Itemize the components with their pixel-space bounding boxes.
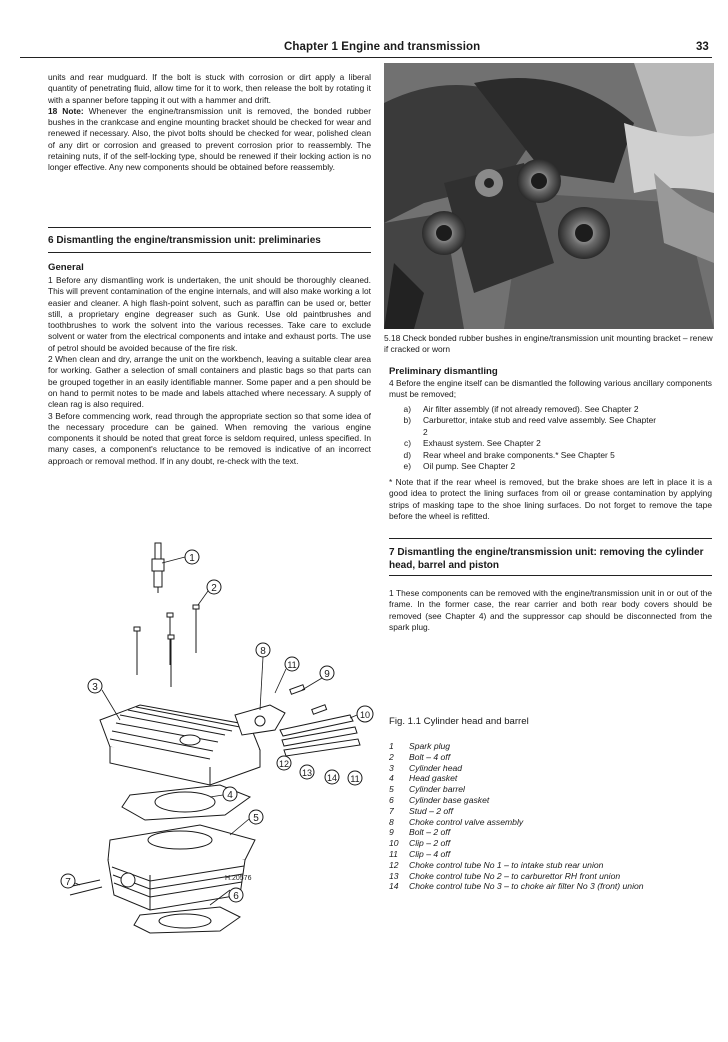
section-6-heading: 6 Dismantling the engine/transmission unit: preliminaries [48, 235, 321, 246]
continued-paragraph [48, 72, 371, 174]
list-item: 1 Spark plug [389, 741, 451, 751]
callout-11b: 11 [350, 774, 360, 784]
paragraph-3: 3 Before commencing work, read through the appropriate section so that some idea of the necessary procedure can be gained. When removing the various engine components it should be noted that great force is seldom required, unless specified. In many cases, a component's reluctance to be removed is indicative of an incorrect approach or removal method. If in any doubt, re-check with the text. [48, 410, 371, 466]
choke-tube-parts [280, 715, 360, 756]
header-rule [20, 57, 712, 58]
section-7-paragraph-1: 1 These components can be removed with the engine/transmission unit in or out of the frame. In the former case, the rear carrier and both rear body covers should be removed (see Chapter 4) and the suppressor cap should be disconnected from the spark plug. [389, 588, 712, 632]
list-item: c) Exhaust system. See Chapter 2 [404, 438, 541, 449]
preliminary-paragraph-4: 4 Before the engine itself can be dismantled the following various ancillary components must be removed; [389, 378, 712, 400]
list-item: d) Rear wheel and brake components.* See Chapter 5 [403, 449, 615, 460]
figure-title: Fig. 1.1 Cylinder head and barrel [389, 716, 529, 727]
section-rule-top [48, 227, 371, 228]
list-item: 7 Stud – 2 off [389, 805, 453, 816]
page-number: 33 [696, 41, 709, 53]
ancillary-component-list [389, 404, 712, 472]
photo-illustration [384, 63, 714, 329]
callout-3: 3 [92, 682, 98, 693]
list-item: 12 Choke control tube No 1 – to intake stub rear union [389, 859, 604, 870]
paragraph-2: 2 When clean and dry, arrange the unit on the workbench, leaving a suitable clear area for working. Gather a selection of small containers and plastic bags so that parts can be grouped together in an easily identifiable manner. Some paper and a pen should be on hand to permit notes to be made and labels attached where necessary. A supply of clean rag is also required. [48, 354, 371, 410]
list-item: 8 Choke control valve assembly [389, 816, 524, 827]
section-7-heading: 7 Dismantling the engine/transmission unit: removing the cylinder head, barrel and piston [389, 547, 704, 571]
paragraph-text: units and rear mudguard. If the bolt is stuck with corrosion or dirt apply a liberal quantity of penetrating fluid, allow time for it to work, then release the bolt by rotating it with a spanner before tapping it out with a hammer and drift. [48, 72, 371, 105]
callout-7: 7 [65, 877, 71, 888]
list-item: 14 Choke control tube No 3 – to choke air filter No 3 (front) union [389, 881, 644, 892]
callout-13: 13 [301, 768, 313, 778]
callout-2: 2 [211, 583, 217, 594]
list-item: 11 Clip – 4 off [389, 848, 451, 859]
list-item: e) Oil pump. See Chapter 2 [403, 461, 516, 472]
callout-11: 11 [287, 660, 297, 670]
page-header-title: Chapter 1 Engine and transmission [284, 41, 481, 53]
preliminary-subheading: Preliminary dismantling [389, 366, 498, 377]
list-item: 3 Cylinder head [389, 762, 463, 773]
callout-8: 8 [260, 646, 266, 657]
callout-14: 14 [326, 773, 338, 783]
figure-legend [389, 741, 714, 892]
callout-1: 1 [189, 553, 195, 564]
section-rule-bottom [389, 575, 712, 576]
list-item: 2 Bolt – 4 off [389, 751, 451, 762]
paragraph-1: 1 Before any dismantling work is undertaken, the unit should be thoroughly cleaned. This will prevent contamination of the engine internals, and will also make working a lot easier and cleaner. A high flash-point solvent, such as paraffin can be used or, better still, a proprietary engine degreaser such as Gunk. Use old paintbrushes and toothbrushes to work the solvent into the various recesses. Take care to exclude solvent or water from the electrical components and intake and exhaust ports. The use of petrol should be avoided because of the fire risk. [48, 275, 371, 353]
cylinder-exploded-diagram [50, 535, 380, 935]
section-rule-bottom [48, 252, 371, 253]
note-text: Whenever the engine/transmission unit is removed, the bonded rubber bushes in the crankcase and engine mounting bracket should be checked for wear and renewed if necessary. Also, the pivot bolts should be checked for wear, polished clean of any dirt or corrosion and greased to prevent corrosion prior to reassembly. The retaining nuts, if of the self-locking type, should be renewed if their locking action is no longer effective. Any new components should be obtained before reassembly. [48, 105, 371, 173]
photo-caption: 5.18 Check bonded rubber bushes in engine/transmission unit mounting bracket – renew if cracked or worn [384, 333, 713, 354]
list-item: b) Carburettor, intake stub and reed valve assembly. See Chapter 2 [403, 415, 657, 437]
callout-10: 10 [359, 710, 371, 720]
list-item: 6 Cylinder base gasket [389, 794, 490, 805]
general-subheading: General [48, 262, 84, 273]
section-rule-top [389, 538, 712, 539]
engine-mounting-photo [384, 63, 714, 329]
figure-reference-code: H.20576 [225, 875, 252, 882]
callout-12: 12 [278, 759, 290, 769]
list-item: 13 Choke control tube No 2 – to carburettor RH front union [389, 870, 621, 881]
brake-shoe-note: * Note that if the rear wheel is removed, but the brake shoes are left in place it is a good idea to protect the lining surfaces from oil or grease contamination by applying strips of masking tape to the shoe lining surfaces. Do not forget to remove the tape before the wheel is refitted. [389, 477, 712, 521]
callout-4: 4 [227, 790, 233, 801]
section-6-body [48, 275, 371, 467]
callout-6: 6 [233, 891, 239, 902]
list-item: 9 Bolt – 2 off [389, 827, 451, 838]
bolt-parts [134, 605, 199, 687]
callout-9: 9 [324, 669, 330, 680]
spark-plug-part [152, 543, 164, 593]
list-item: 4 Head gasket [389, 773, 458, 784]
list-item: 5 Cylinder barrel [389, 784, 465, 795]
note-label: 18 Note: [48, 105, 84, 116]
list-item: a) Air filter assembly (if not already removed). See Chapter 2 [403, 404, 639, 414]
base-gasket-part [134, 907, 240, 933]
list-item: 10 Clip – 2 off [389, 838, 451, 849]
callout-5: 5 [253, 813, 259, 824]
